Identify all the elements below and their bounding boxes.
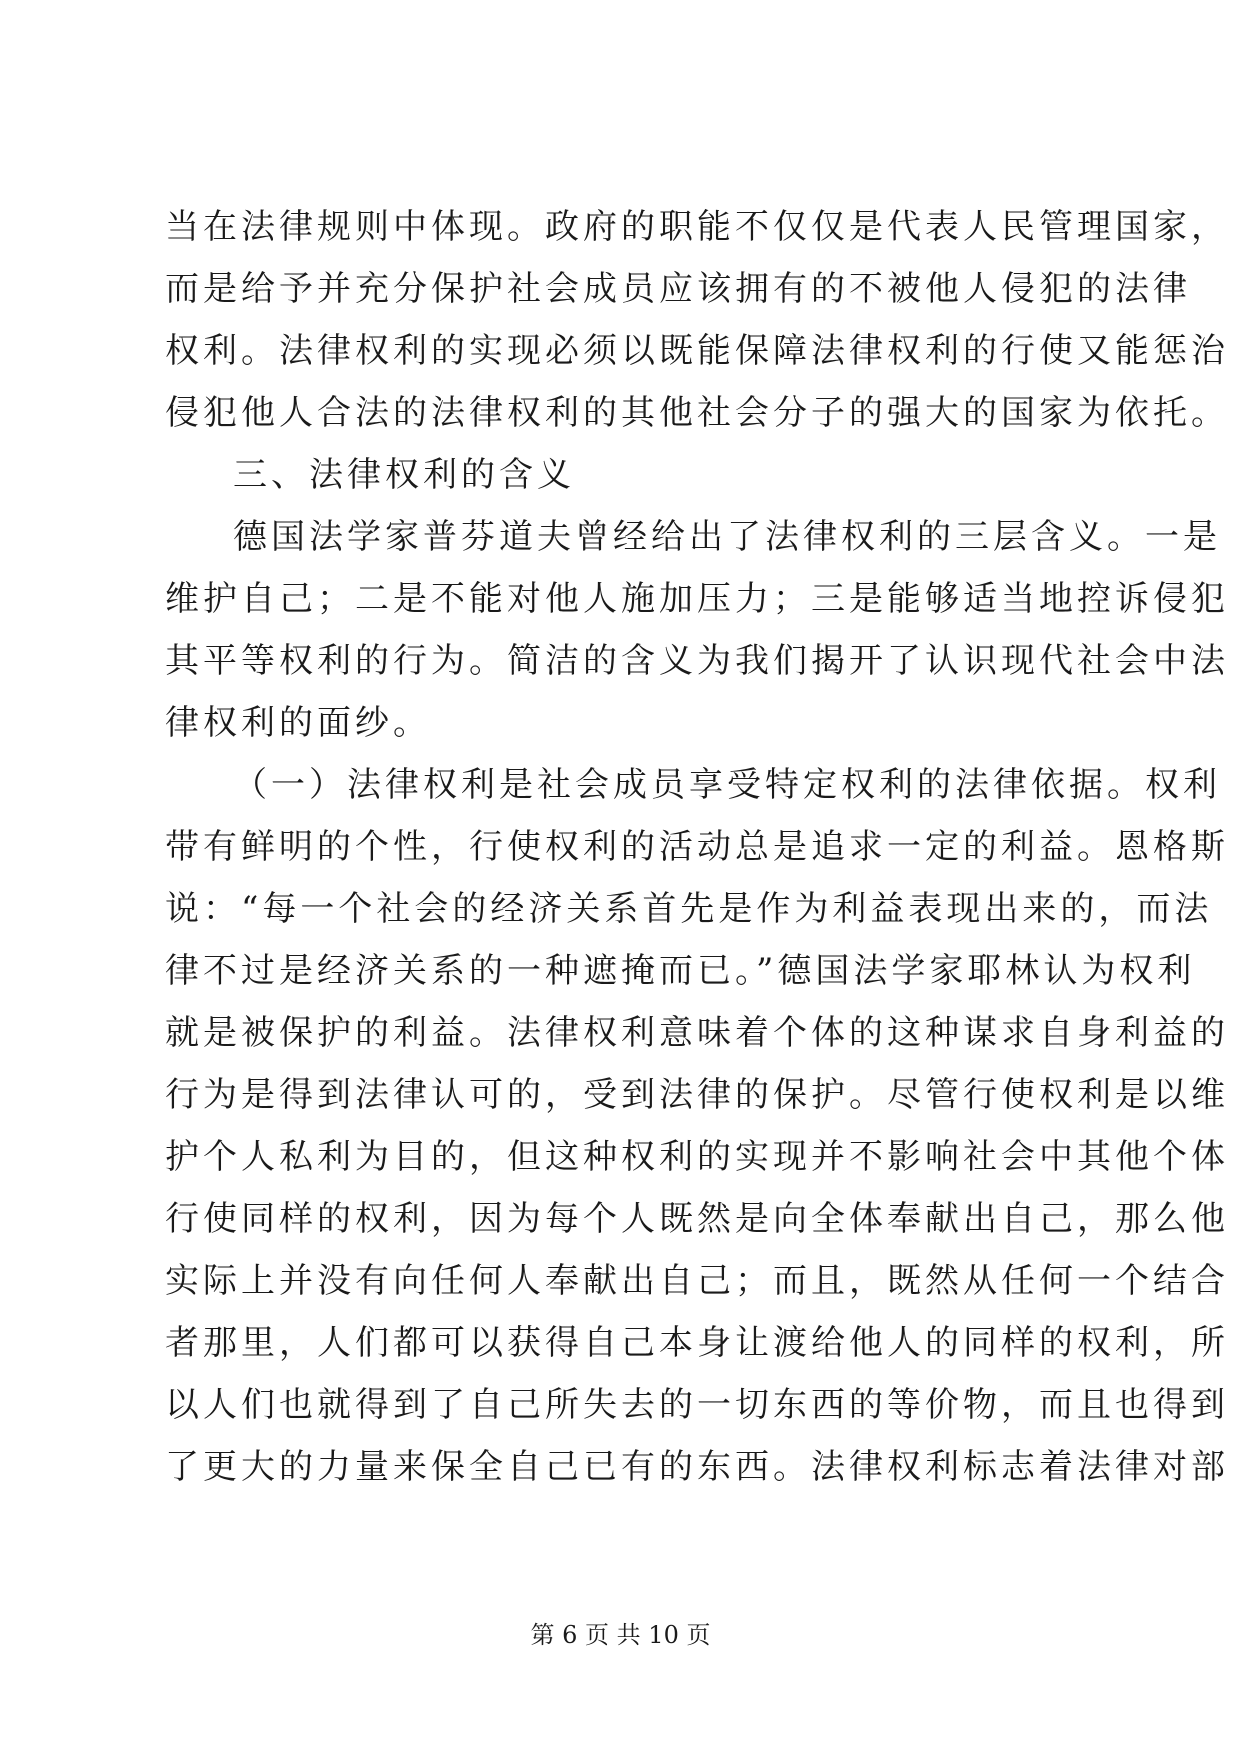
paragraph-line: （一）法律权利是社会成员享受特定权利的法律依据。权利 [233, 765, 1221, 805]
paragraph-line: 侵犯他人合法的法律权利的其他社会分子的强大的国家为依托。 [165, 393, 1229, 433]
paragraph-line: 当在法律规则中体现。政府的职能不仅仅是代表人民管理国家， [165, 207, 1229, 247]
paragraph-line: 德国法学家普芬道夫曾经给出了法律权利的三层含义。一是 [233, 517, 1221, 557]
page-number-footer: 第 6 页 共 10 页 [530, 1621, 711, 1649]
paragraph-line: 说：“每一个社会的经济关系首先是作为利益表现出来的，而法 [165, 889, 1213, 929]
paragraph-line: 者那里，人们都可以获得自己本身让渡给他人的同样的权利，所 [165, 1323, 1229, 1363]
paragraph-line: 护个人私利为目的，但这种权利的实现并不影响社会中其他个体 [165, 1137, 1229, 1177]
paragraph-line: 其平等权利的行为。简洁的含义为我们揭开了认识现代社会中法 [165, 641, 1229, 681]
paragraph-line: 行使同样的权利，因为每个人既然是向全体奉献出自己，那么他 [165, 1199, 1229, 1239]
paragraph-line: 律权利的面纱。 [165, 703, 431, 743]
paragraph-line: 以人们也就得到了自己所失去的一切东西的等价物，而且也得到 [165, 1385, 1229, 1425]
paragraph-line: 带有鲜明的个性，行使权利的活动总是追求一定的利益。恩格斯 [165, 827, 1229, 867]
paragraph-line: 律不过是经济关系的一种遮掩而已。”德国法学家耶林认为权利 [165, 951, 1196, 991]
paragraph-line: 实际上并没有向任何人奉献出自己；而且，既然从任何一个结合 [165, 1261, 1229, 1301]
paragraph-line: 了更大的力量来保全自己已有的东西。法律权利标志着法律对部 [165, 1447, 1229, 1487]
paragraph-line: 行为是得到法律认可的，受到法律的保护。尽管行使权利是以维 [165, 1075, 1229, 1115]
paragraph-line: 而是给予并充分保护社会成员应该拥有的不被他人侵犯的法律 [165, 269, 1191, 309]
paragraph-line: 权利。法律权利的实现必须以既能保障法律权利的行使又能惩治 [165, 331, 1229, 371]
paragraph-line: 就是被保护的利益。法律权利意味着个体的这种谋求自身利益的 [165, 1013, 1229, 1053]
section-heading: 三、法律权利的含义 [233, 455, 575, 495]
paragraph-line: 维护自己；二是不能对他人施加压力；三是能够适当地控诉侵犯 [165, 579, 1229, 619]
